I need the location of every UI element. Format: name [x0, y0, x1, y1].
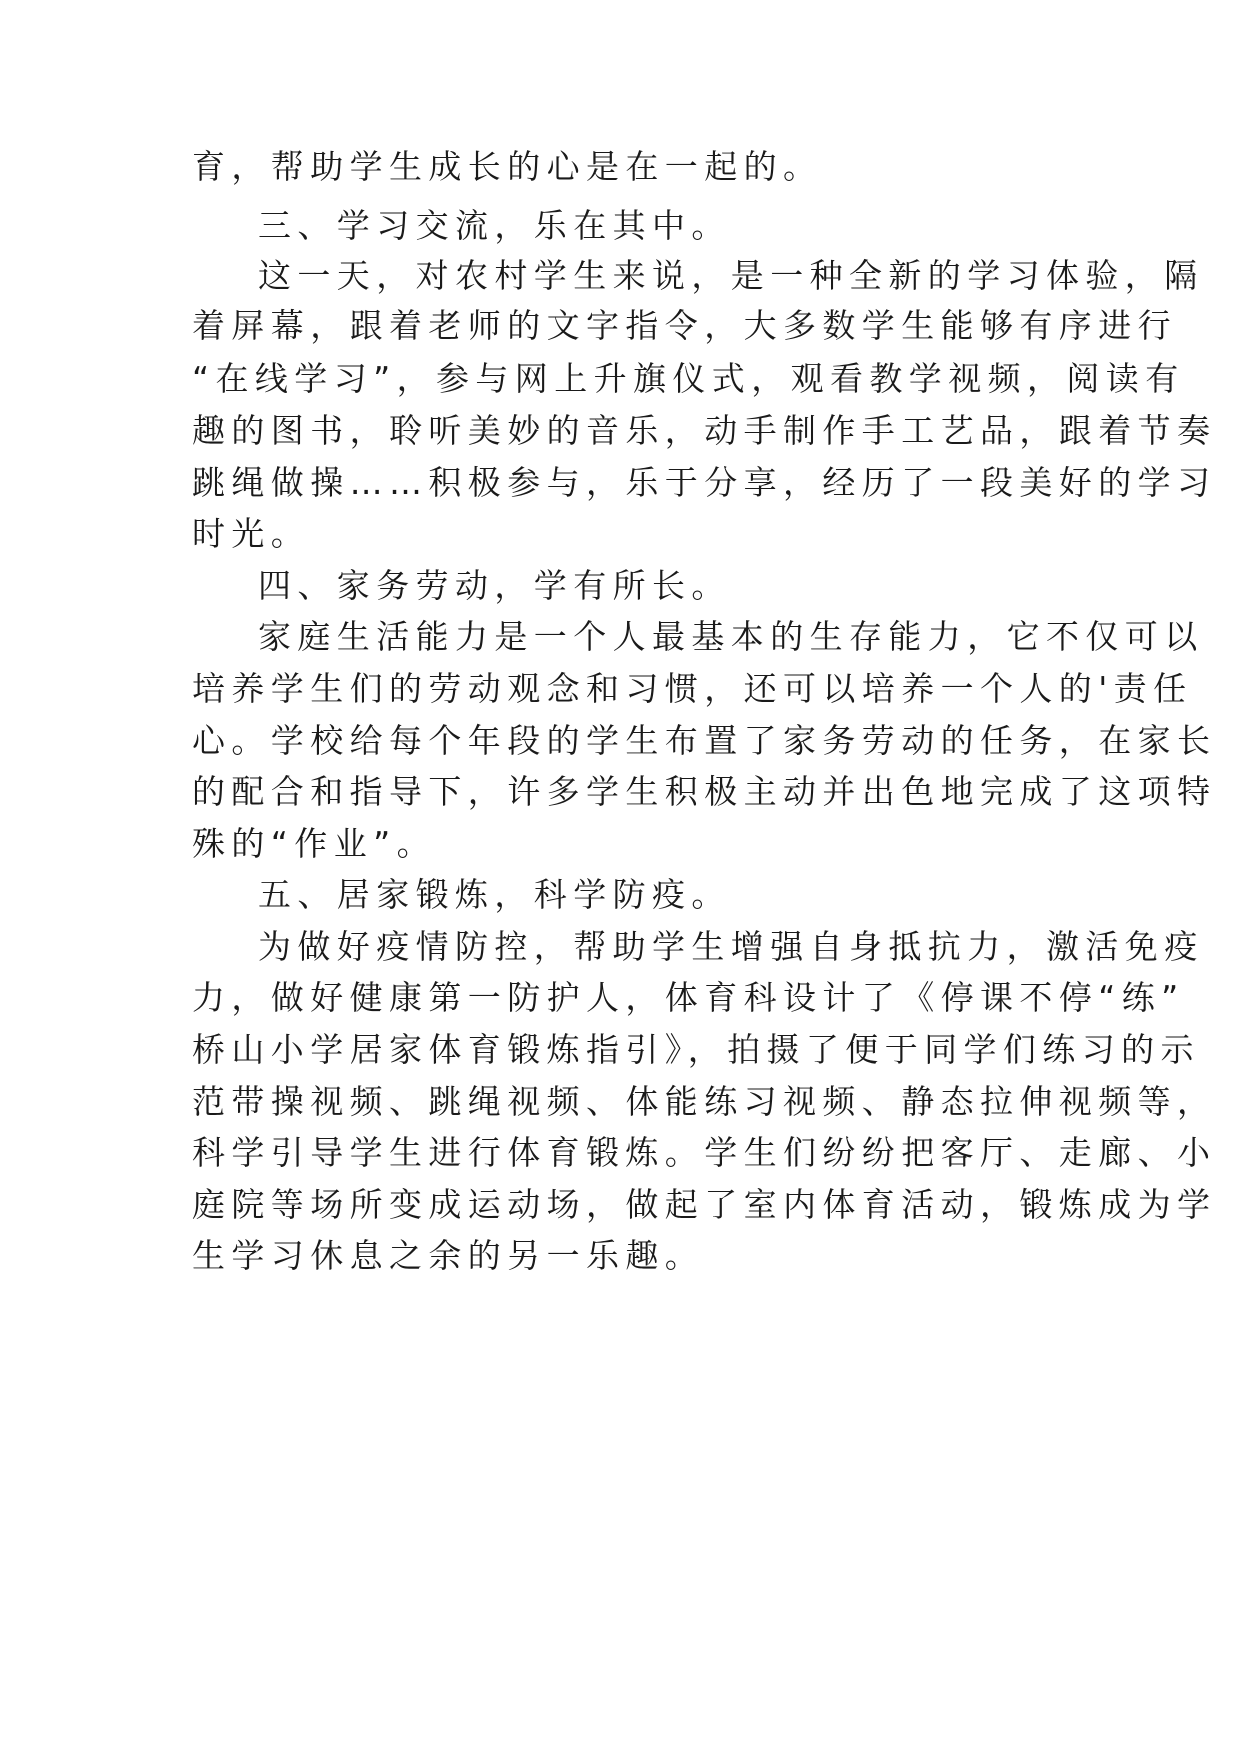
- text-line: 趣的图书，聆听美妙的音乐，动手制作手工艺品，跟着节奏: [192, 411, 1217, 450]
- text-line: 力，做好健康第一防护人，体育科设计了《停课不停“练”: [192, 978, 1185, 1017]
- text-line: 范带操视频、跳绳视频、体能练习视频、静态拉伸视频等，: [192, 1082, 1217, 1121]
- text-line: 时光。: [192, 514, 311, 553]
- text-line: 跳绳做操……积极参与，乐于分享，经历了一段美好的学习: [192, 463, 1217, 502]
- text-line: 培养学生们的劳动观念和习惯，还可以培养一个人的'责任: [192, 669, 1193, 708]
- text-line: 科学引导学生进行体育锻炼。学生们纷纷把客厅、走廊、小: [192, 1133, 1217, 1172]
- text-line: 桥山小学居家体育锻炼指引》，拍摄了便于同学们练习的示: [192, 1030, 1200, 1069]
- section-heading-3: 三、学习交流，乐在其中。: [258, 206, 731, 245]
- text-line: 生学习休息之余的另一乐趣。: [192, 1236, 705, 1275]
- text-line: 这一天，对农村学生来说，是一种全新的学习体验，隔: [258, 256, 1204, 295]
- text-line: 殊的“作业”。: [192, 824, 436, 863]
- text-line: 心。学校给每个年段的学生布置了家务劳动的任务，在家长: [192, 721, 1217, 760]
- section-heading-5: 五、居家锻炼，科学防疫。: [258, 875, 731, 914]
- text-line: 庭院等场所变成运动场，做起了室内体育活动，锻炼成为学: [192, 1185, 1217, 1224]
- text-line: 的配合和指导下，许多学生积极主动并出色地完成了这项特: [192, 772, 1217, 811]
- text-line: 着屏幕，跟着老师的文字指令，大多数学生能够有序进行: [192, 306, 1177, 345]
- section-heading-4: 四、家务劳动，学有所长。: [258, 566, 731, 605]
- text-line: 育，帮助学生成长的心是在一起的。: [192, 147, 823, 186]
- text-line: “在线学习”，参与网上升旗仪式，观看教学视频，阅读有: [192, 359, 1185, 398]
- text-line: 为做好疫情防控，帮助学生增强自身抵抗力，激活免疫: [258, 927, 1204, 966]
- text-line: 家庭生活能力是一个人最基本的生存能力，它不仅可以: [258, 617, 1204, 656]
